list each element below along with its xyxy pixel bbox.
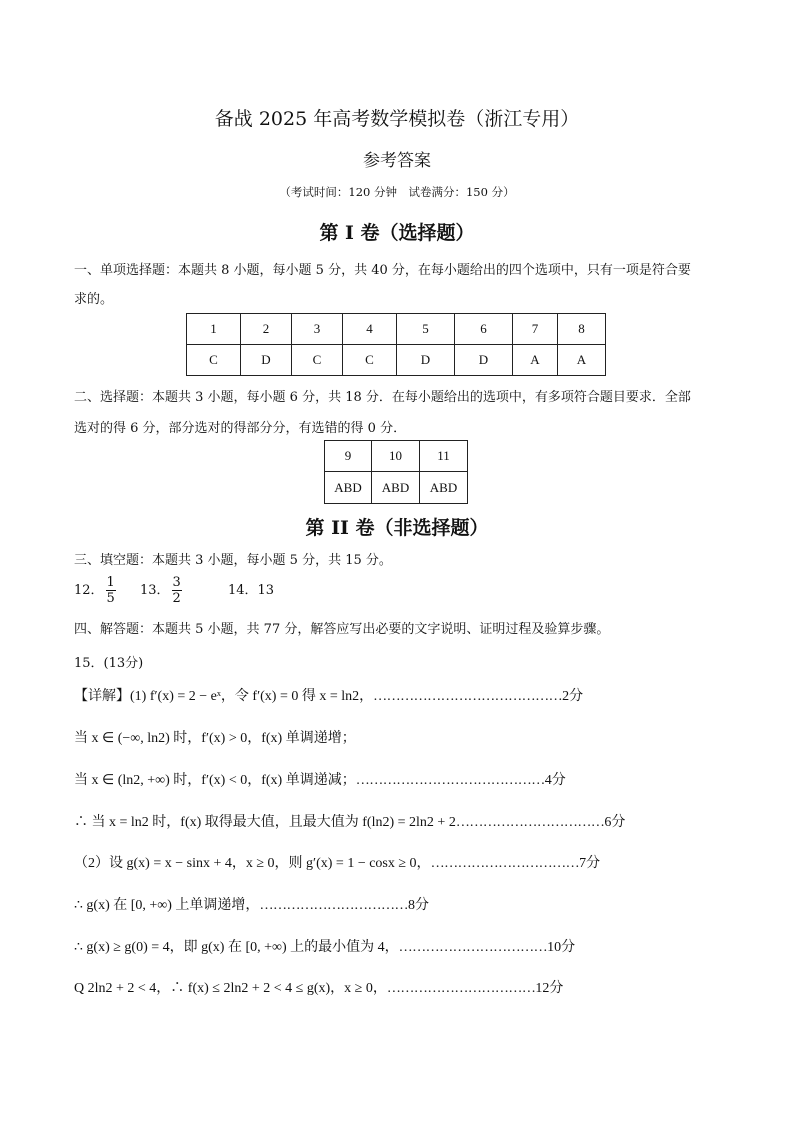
q13-label: 13． (139, 583, 170, 598)
section1-instructions-line1: 一、单项选择题：本题共 8 小题，每小题 5 分，共 40 分，在每小题给出的四个选项中，只有一项是符合要 (74, 263, 691, 278)
score: 6分 (604, 815, 626, 830)
score: 4分 (544, 773, 566, 788)
dot-leader: …………………………… (386, 981, 536, 996)
table-cell: A (513, 345, 558, 376)
solution-line-2 (74, 727, 356, 747)
table-cell: 3 (292, 314, 343, 345)
table-cell: D (397, 345, 455, 376)
table-cell: 4 (343, 314, 397, 345)
answer-table-multi-choice (324, 440, 468, 504)
q14-answer: 14．13 (227, 583, 275, 598)
q15-title: 15．(13分) (74, 656, 144, 671)
table-cell: 5 (397, 314, 455, 345)
table-row-numbers (187, 314, 606, 345)
dot-leader: …………………………… (455, 815, 605, 830)
solution-text: ∴ 当 x = ln2 时，f(x) 取得最大值，且最大值为 f(ln2) = 2ln2 + 2 (74, 815, 456, 830)
solution-line-3 (74, 769, 566, 789)
q13-denominator: 2 (172, 591, 181, 606)
q12-fraction (106, 575, 116, 606)
table-cell: 7 (513, 314, 558, 345)
q12-denominator: 5 (106, 591, 115, 606)
score: 8分 (407, 898, 429, 913)
answer-key-subtitle: 参考答案 (363, 151, 431, 171)
part2-heading: 第 II 卷（非选择题） (305, 517, 489, 539)
exam-title: 备战 2025 年高考数学模拟卷（浙江专用） (214, 108, 580, 130)
table-cell: ABD (325, 472, 372, 504)
table-cell: D (455, 345, 513, 376)
section2-instructions-line2: 选对的得 6 分，部分选对的得部分分，有选错的得 0 分． (74, 421, 407, 436)
solution-line-5 (74, 852, 600, 872)
dot-leader: …………………………………… (373, 689, 563, 704)
table-cell: A (558, 345, 606, 376)
table-row-answers (187, 345, 606, 376)
q13-fraction (172, 575, 182, 606)
solution-line-4 (74, 811, 625, 831)
table-cell: 9 (325, 441, 372, 472)
table-row-numbers (325, 441, 468, 472)
q13-numerator: 3 (172, 575, 181, 590)
table-cell: 10 (372, 441, 420, 472)
solution-text: 【详解】(1) f′(x) = 2 − eˣ，令 f′(x) = 0 得 x = ln2， (74, 689, 374, 704)
table-cell: 1 (187, 314, 241, 345)
score: 12分 (535, 981, 564, 996)
solution-text: ∴ g(x) ≥ g(0) = 4，即 g(x) 在 [0, +∞) 上的最小值为 4， (74, 940, 399, 955)
table-cell: 8 (558, 314, 606, 345)
solution-line-6 (74, 894, 429, 914)
solution-line-8 (74, 977, 563, 997)
part1-heading: 第 I 卷（选择题） (319, 222, 475, 244)
dot-leader: …………………………… (398, 940, 548, 955)
solution-text: （2）设 g(x) = x − sinx + 4，x ≥ 0，则 g′(x) = 1 − cosx ≥ 0， (74, 856, 431, 871)
score: 10分 (547, 940, 576, 955)
solution-text: ∴ g(x) 在 [0, +∞) 上单调递增， (74, 898, 260, 913)
exam-time-info: （考试时间：120 分钟 试卷满分：150 分） (279, 185, 515, 199)
table-cell: 11 (420, 441, 468, 472)
table-cell: D (241, 345, 292, 376)
dot-leader: …………………………… (259, 898, 408, 913)
section3-instructions: 三、填空题：本题共 3 小题，每小题 5 分，共 15 分。 (74, 553, 392, 568)
dot-leader: …………………………… (430, 856, 580, 871)
table-cell: C (187, 345, 241, 376)
q12-label: 12． (74, 583, 104, 598)
score: 7分 (579, 856, 601, 871)
solution-text: Q 2ln2 + 2 < 4，∴ f(x) ≤ 2ln2 + 2 < 4 ≤ g(x)，x ≥ 0， (74, 981, 387, 996)
fill-in-answers (74, 575, 274, 606)
answer-table-single-choice (186, 313, 606, 376)
table-cell: C (292, 345, 343, 376)
table-row-answers (325, 472, 468, 504)
section1-instructions-line2: 求的。 (74, 292, 114, 307)
solution-text: 当 x ∈ (ln2, +∞) 时，f′(x) < 0，f(x) 单调递减； (74, 773, 356, 788)
q12-numerator: 1 (106, 575, 115, 590)
section2-instructions-line1: 二、选择题：本题共 3 小题，每小题 6 分，共 18 分．在每小题给出的选项中，有多项符合题目要求．全部 (74, 390, 691, 405)
solution-text: 当 x ∈ (−∞, ln2) 时，f′(x) > 0，f(x) 单调递增； (74, 731, 356, 746)
table-cell: 6 (455, 314, 513, 345)
section4-instructions: 四、解答题：本题共 5 小题，共 77 分，解答应写出必要的文字说明、证明过程及验算步骤。 (74, 622, 610, 637)
dot-leader: …………………………………… (355, 773, 545, 788)
table-cell: 2 (241, 314, 292, 345)
table-cell: ABD (420, 472, 468, 504)
solution-line-1 (74, 685, 583, 705)
table-cell: C (343, 345, 397, 376)
table-cell: ABD (372, 472, 420, 504)
score: 2分 (562, 689, 584, 704)
solution-line-7 (74, 936, 575, 956)
